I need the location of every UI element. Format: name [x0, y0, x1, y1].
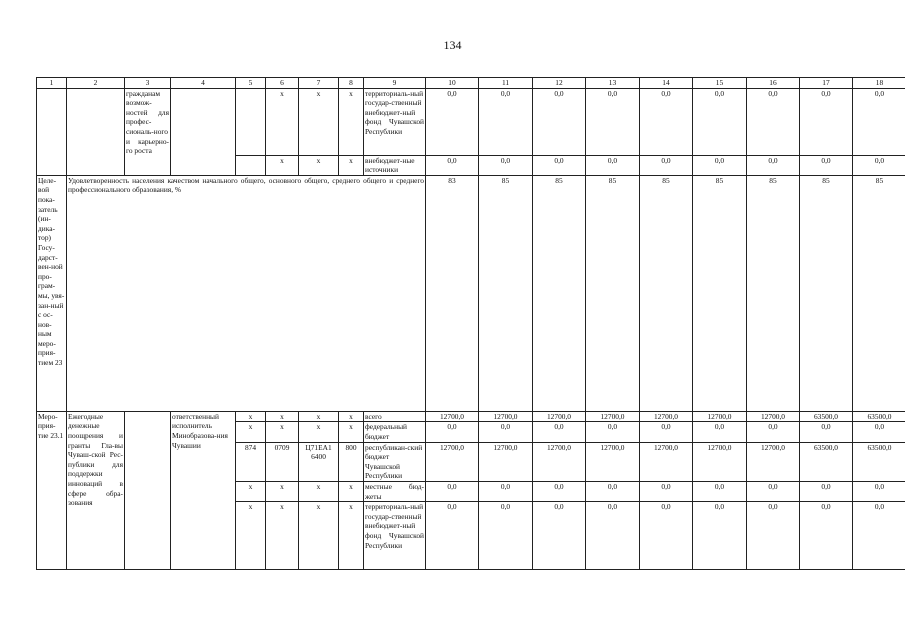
- value-cell: 0,0: [586, 502, 640, 570]
- indicator-value-cell: 85: [479, 175, 533, 411]
- value-cell: 0,0: [747, 88, 800, 155]
- indicator-value-cell: 85: [533, 175, 586, 411]
- indicator-value-cell: 85: [800, 175, 853, 411]
- header-cell: 10: [426, 78, 479, 89]
- event-row: [37, 411, 905, 422]
- value-cell: 0,0: [533, 502, 586, 570]
- value-cell: 0,0: [640, 502, 693, 570]
- value-cell: 0,0: [693, 502, 747, 570]
- expense-type-cell: x: [339, 155, 364, 175]
- value-cell: 0,0: [426, 422, 479, 442]
- value-cell: 0,0: [426, 502, 479, 570]
- value-cell: 0,0: [693, 155, 747, 175]
- cont-executor-cell: [171, 88, 236, 175]
- section-cell: x: [266, 88, 299, 155]
- value-cell: 12700,0: [747, 411, 800, 422]
- section-cell: x: [266, 481, 299, 501]
- value-cell: 0,0: [426, 481, 479, 501]
- grbs-cell: 874: [236, 442, 266, 481]
- grbs-cell: x: [236, 481, 266, 501]
- cont-col1-cell: [37, 88, 67, 175]
- value-cell: 63500,0: [800, 442, 853, 481]
- value-cell: 12700,0: [479, 442, 533, 481]
- value-cell: 0,0: [640, 155, 693, 175]
- value-cell: 0,0: [586, 88, 640, 155]
- header-cell: 17: [800, 78, 853, 89]
- expense-type-cell: 800: [339, 442, 364, 481]
- grbs-cell: x: [236, 502, 266, 570]
- indicator-label-cell: Целе-вой пока-затель (ин-дика-тор) Госу-дарст-вен-ной про-грам-мы, увя-зан-ный с ос-нов-ным меро-прия-тием 23: [37, 175, 67, 411]
- value-cell: 12700,0: [586, 442, 640, 481]
- indicator-value-cell: 85: [853, 175, 905, 411]
- value-cell: 0,0: [747, 422, 800, 442]
- value-cell: 0,0: [853, 155, 905, 175]
- value-cell: 0,0: [640, 481, 693, 501]
- funding-source-cell: республикан-ский бюджет Чувашской Республики: [364, 442, 426, 481]
- value-cell: 12700,0: [640, 411, 693, 422]
- expense-type-cell: x: [339, 88, 364, 155]
- header-cell: 8: [339, 78, 364, 89]
- grbs-cell: [236, 88, 266, 155]
- section-cell: x: [266, 411, 299, 422]
- indicator-row: [37, 175, 905, 411]
- value-cell: 0,0: [800, 155, 853, 175]
- section-cell: x: [266, 502, 299, 570]
- value-cell: 0,0: [853, 502, 905, 570]
- value-cell: 0,0: [426, 155, 479, 175]
- target-article-cell: x: [299, 481, 339, 501]
- target-article-cell: x: [299, 411, 339, 422]
- funding-source-cell: территориаль-ный государ-ственный внебюджет-ный фонд Чувашской Республики: [364, 88, 426, 155]
- cont-col2-cell: [67, 88, 125, 175]
- value-cell: 0,0: [747, 155, 800, 175]
- value-cell: 63500,0: [853, 442, 905, 481]
- expense-type-cell: x: [339, 502, 364, 570]
- target-article-cell: x: [299, 88, 339, 155]
- value-cell: 0,0: [586, 422, 640, 442]
- value-cell: 63500,0: [800, 411, 853, 422]
- value-cell: 0,0: [853, 481, 905, 501]
- value-cell: 0,0: [479, 422, 533, 442]
- indicator-value-cell: 83: [426, 175, 479, 411]
- expense-type-cell: x: [339, 422, 364, 442]
- value-cell: 12700,0: [747, 442, 800, 481]
- value-cell: 12700,0: [426, 411, 479, 422]
- event-label-cell: Меро-прия-тие 23.1: [37, 411, 67, 569]
- event-name-cell: Ежегодные денежные поощрения и гранты Гла-вы Чуваш-ской Рес-публики для поддержки инноваций в сфере обра-зования: [67, 411, 125, 569]
- value-cell: 12700,0: [479, 411, 533, 422]
- header-cell: 4: [171, 78, 236, 89]
- value-cell: 0,0: [853, 422, 905, 442]
- target-article-cell: x: [299, 502, 339, 570]
- funding-source-cell: местные бюд-жеты: [365, 481, 424, 501]
- value-cell: 12700,0: [693, 442, 747, 481]
- indicator-value-cell: 85: [747, 175, 800, 411]
- event-executor-cell: ответственный исполнитель Минобразова-ния Чувашии: [171, 411, 236, 569]
- indicator-value-cell: 85: [586, 175, 640, 411]
- cont-objective-cell: гражданам возмож-ностей для профес-сиональ-ного и карьерно-го роста: [125, 88, 171, 175]
- header-cell: 16: [747, 78, 800, 89]
- target-article-cell: Ц71ЕА1 6400: [299, 442, 339, 481]
- funding-source-cell: всего: [364, 411, 426, 422]
- header-cell: 11: [479, 78, 533, 89]
- value-cell: 0,0: [479, 155, 533, 175]
- header-cell: 1: [37, 78, 67, 89]
- indicator-value-cell: 85: [640, 175, 693, 411]
- indicator-text-cell: Удовлетворенность населения качеством начального общего, основного общего, среднего общего и среднего профессионального образования, %: [67, 175, 426, 411]
- value-cell: 0,0: [853, 88, 905, 155]
- value-cell: 0,0: [800, 88, 853, 155]
- value-cell: 0,0: [800, 502, 853, 570]
- value-cell: 12700,0: [533, 442, 586, 481]
- value-cell: 12700,0: [586, 411, 640, 422]
- value-cell: 0,0: [533, 481, 586, 501]
- value-cell: 63500,0: [853, 411, 905, 422]
- table-row: [37, 88, 905, 155]
- page-number: 134: [443, 38, 462, 52]
- value-cell: 0,0: [800, 422, 853, 442]
- grbs-cell: [236, 155, 266, 175]
- value-cell: 0,0: [640, 88, 693, 155]
- expense-type-cell: x: [339, 411, 364, 422]
- header-cell: 6: [266, 78, 299, 89]
- budget-table: [36, 77, 905, 570]
- value-cell: 0,0: [479, 481, 533, 501]
- section-cell: x: [266, 155, 299, 175]
- value-cell: 12700,0: [640, 442, 693, 481]
- grbs-cell: x: [236, 411, 266, 422]
- header-cell: 2: [67, 78, 125, 89]
- value-cell: 12700,0: [533, 411, 586, 422]
- section-cell: x: [266, 422, 299, 442]
- funding-source-cell: территориаль-ный государ-ственный внебюджет-ный фонд Чувашской Республики: [364, 502, 426, 570]
- header-cell: 15: [693, 78, 747, 89]
- value-cell: 0,0: [586, 481, 640, 501]
- header-cell: 18: [853, 78, 905, 89]
- funding-source-cell: внебюджет-ные источники: [364, 155, 426, 175]
- value-cell: 0,0: [533, 422, 586, 442]
- event-col3-cell: [125, 411, 171, 569]
- value-cell: 0,0: [693, 481, 747, 501]
- value-cell: 0,0: [800, 481, 853, 501]
- value-cell: 0,0: [586, 155, 640, 175]
- value-cell: 0,0: [640, 422, 693, 442]
- value-cell: 12700,0: [693, 411, 747, 422]
- expense-type-cell: x: [339, 481, 364, 501]
- section-cell: 0709: [266, 442, 299, 481]
- target-article-cell: x: [299, 155, 339, 175]
- value-cell: 0,0: [479, 502, 533, 570]
- value-cell: 0,0: [533, 155, 586, 175]
- header-cell: 13: [586, 78, 640, 89]
- funding-source-cell: федеральный бюджет: [364, 422, 426, 442]
- header-cell: 12: [533, 78, 586, 89]
- value-cell: 0,0: [747, 502, 800, 570]
- value-cell: 0,0: [747, 481, 800, 501]
- header-cell: 14: [640, 78, 693, 89]
- value-cell: 12700,0: [426, 442, 479, 481]
- grbs-cell: x: [236, 422, 266, 442]
- value-cell: 0,0: [479, 88, 533, 155]
- value-cell: 0,0: [533, 88, 586, 155]
- column-number-row: [37, 78, 905, 89]
- value-cell: 0,0: [693, 422, 747, 442]
- header-cell: 7: [299, 78, 339, 89]
- value-cell: 0,0: [426, 88, 479, 155]
- value-cell: 0,0: [693, 88, 747, 155]
- header-cell: 9: [364, 78, 426, 89]
- target-article-cell: x: [299, 422, 339, 442]
- header-cell: 3: [125, 78, 171, 89]
- indicator-value-cell: 85: [693, 175, 747, 411]
- header-cell: 5: [236, 78, 266, 89]
